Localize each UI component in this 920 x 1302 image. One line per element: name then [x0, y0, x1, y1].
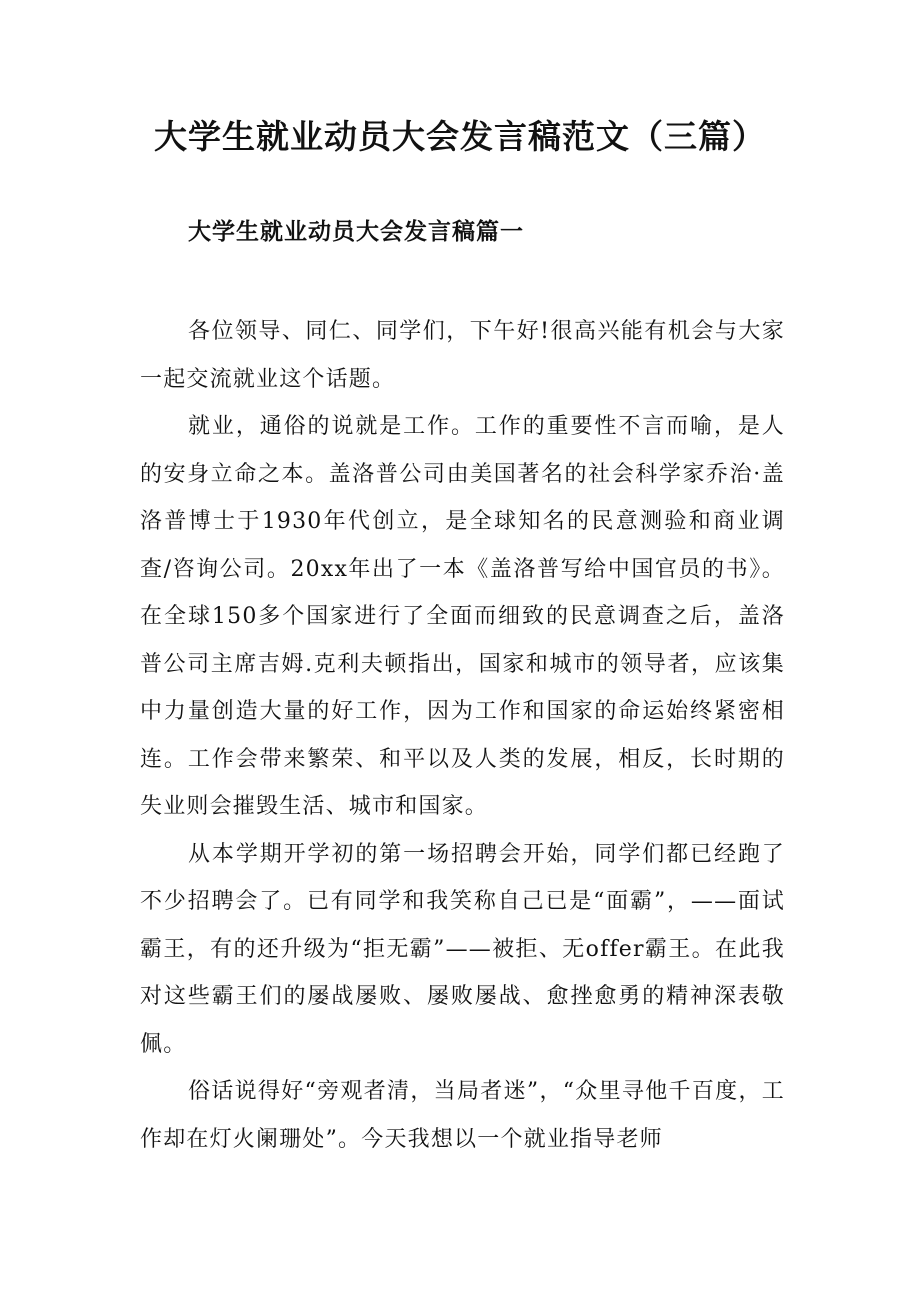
paragraph-saying: 俗话说得好“旁观者清，当局者迷”，“众里寻他千百度，工作却在灯火阑珊处”。今天我想以一个就业指导老师: [140, 1079, 785, 1152]
section-title: 大学生就业动员大会发言稿篇一: [188, 218, 524, 245]
document-title: 大学生就业动员大会发言稿范文（三篇）: [154, 117, 766, 156]
paragraph-greeting: 各位领导、同仁、同学们，下午好!很高兴能有机会与大家一起交流就业这个话题。: [140, 319, 785, 392]
paragraph-employment: 就业，通俗的说就是工作。工作的重要性不言而喻，是人的安身立命之本。盖洛普公司由美国著名的社会科学家乔治·盖洛普博士于1930年代创立，是全球知名的民意测验和商业调查/咨询公司。20xx年出了一本《盖洛普写给中国官员的书》。在全球150多个国家进行了全面而细致的民意调查之后，盖洛普公司主席吉姆.克利夫顿指出，国家和城市的领导者，应该集中力量创造大量的好工作，因为工作和国家的命运始终紧密相连。工作会带来繁荣、和平以及人类的发展，相反，长时期的失业则会摧毁生活、城市和国家。: [140, 414, 785, 819]
document-body: [140, 308, 785, 1163]
paragraph-job-fairs: 从本学期开学初的第一场招聘会开始，同学们都已经跑了不少招聘会了。已有同学和我笑称自己已是“面霸”，——面试霸王，有的还升级为“拒无霸”——被拒、无offer霸王。在此我对这些霸王们的屡战屡败、屡败屡战、愈挫愈勇的精神深表敬佩。: [140, 841, 785, 1057]
